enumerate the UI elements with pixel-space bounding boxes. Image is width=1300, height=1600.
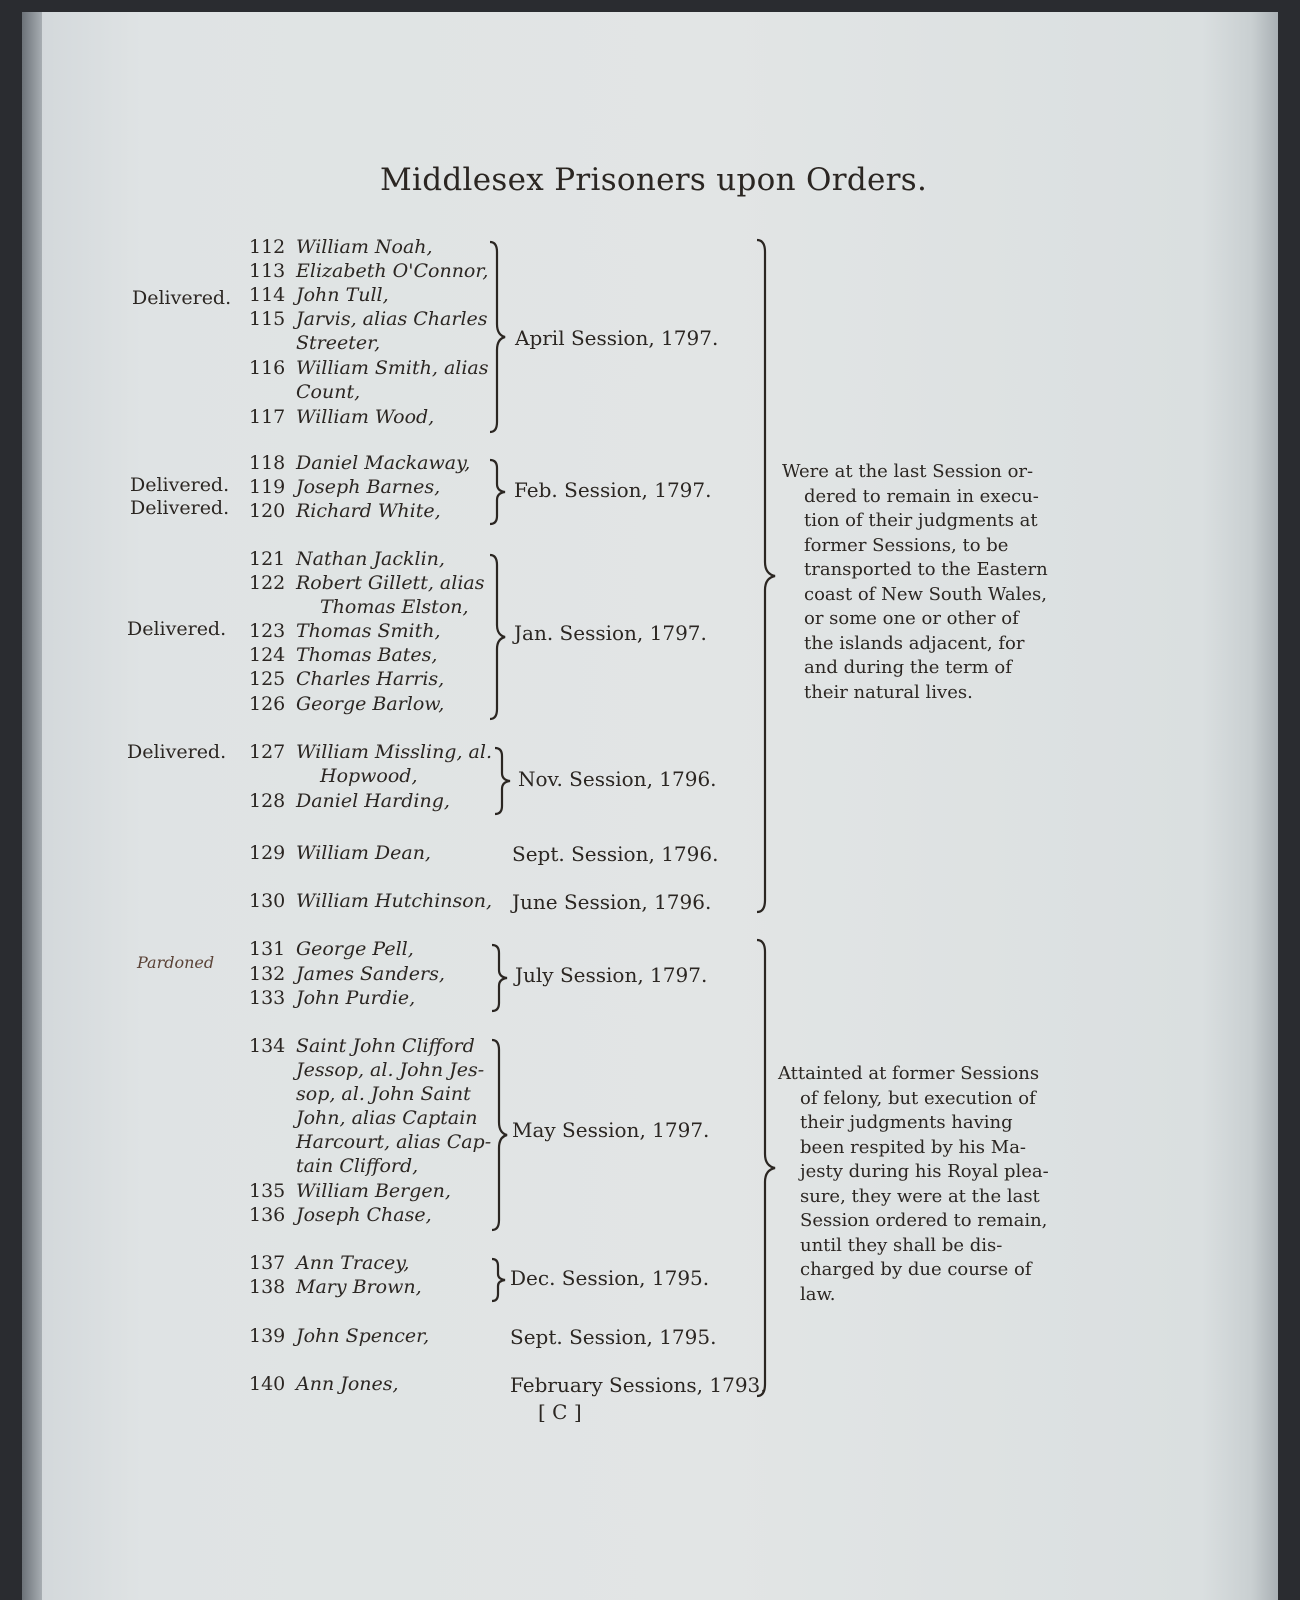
remark-line: Attainted at former Sessions <box>778 1063 1040 1084</box>
entry-number: 113 <box>249 260 286 282</box>
prisoner-name: John Tull, <box>296 284 389 306</box>
entry-number: 128 <box>249 790 286 812</box>
remark-line: dered to remain in execu- <box>804 485 1039 507</box>
prisoner-name: Thomas Bates, <box>296 644 438 666</box>
entry-number: 114 <box>249 284 286 306</box>
entry-number: 135 <box>249 1180 286 1202</box>
prisoner-name: William Noah, <box>296 236 433 258</box>
prisoner-name: George Pell, <box>296 938 414 960</box>
entry-number: 131 <box>249 938 286 960</box>
prisoner-name-cont: Thomas Elston, <box>320 596 469 618</box>
entry-number: 122 <box>249 572 286 594</box>
prisoner-name: Daniel Mackaway, <box>296 452 471 474</box>
prisoner-name: William Missling, al. <box>296 741 492 763</box>
entry-number: 120 <box>249 500 286 522</box>
book-gutter <box>22 12 42 1600</box>
entry-number: 136 <box>249 1204 286 1226</box>
session-label: February Sessions, 1793. <box>510 1373 767 1397</box>
session-label: April Session, 1797. <box>515 326 719 350</box>
session-label: Sept. Session, 1795. <box>510 1325 717 1349</box>
entry-number: 137 <box>249 1252 286 1274</box>
prisoner-name-cont: sop, al. John Saint <box>296 1083 471 1105</box>
margin-note: Delivered. <box>127 741 227 763</box>
prisoner-name-cont: Jessop, al. John Jes- <box>296 1059 485 1081</box>
prisoner-name: Charles Harris, <box>296 668 445 690</box>
prisoner-name-cont: tain Clifford, <box>296 1155 419 1177</box>
remark-line: Were at the last Session or- <box>782 461 1034 482</box>
prisoner-name: Daniel Harding, <box>296 790 450 812</box>
session-brace <box>490 1257 512 1303</box>
prisoner-name: John Spencer, <box>296 1325 430 1347</box>
entry-number: 133 <box>249 987 286 1009</box>
entry-number: 116 <box>249 357 286 379</box>
prisoner-name: Robert Gillett, alias <box>296 572 485 594</box>
remark-line: or some one or other of <box>804 608 1019 629</box>
entry-number: 126 <box>249 693 286 715</box>
prisoner-name: Thomas Smith, <box>296 620 441 642</box>
prisoner-name: Mary Brown, <box>296 1276 422 1298</box>
remark-line: and during the term of <box>804 657 1012 678</box>
session-brace <box>490 943 514 1013</box>
remark-line: sure, they were at the last <box>800 1185 1040 1207</box>
session-label: Sept. Session, 1796. <box>512 842 719 866</box>
entry-number: 117 <box>249 406 286 428</box>
margin-note: Delivered. <box>132 287 232 309</box>
remark-line: coast of New South Wales, <box>804 583 1047 605</box>
remark-line: their natural lives. <box>804 681 973 703</box>
prisoner-name: William Bergen, <box>296 1180 451 1202</box>
entry-number: 138 <box>249 1276 286 1298</box>
prisoner-name: William Wood, <box>296 406 435 428</box>
remark-line: Session ordered to remain, <box>800 1210 1048 1231</box>
entry-number: 134 <box>249 1035 286 1057</box>
prisoner-name: William Hutchinson, <box>296 890 492 912</box>
prisoner-name: William Dean, <box>296 842 431 864</box>
entry-number: 125 <box>249 668 286 690</box>
margin-note: Delivered. <box>130 474 230 496</box>
remark-line: former Sessions, to be <box>804 534 1009 556</box>
prisoner-name: George Barlow, <box>296 693 445 715</box>
remark-text-2 <box>778 1062 1058 1307</box>
prisoner-name: Saint John Clifford <box>296 1035 475 1057</box>
entry-number: 132 <box>249 963 286 985</box>
remark-line: jesty during his Royal plea- <box>800 1161 1049 1182</box>
entry-number: 112 <box>249 236 286 258</box>
prisoner-name-cont: Hopwood, <box>320 765 418 787</box>
entry-number: 119 <box>249 476 286 498</box>
remark-line: until they shall be dis- <box>800 1234 1003 1256</box>
prisoner-name: Ann Tracey, <box>296 1252 410 1274</box>
remark-line: charged by due course of <box>800 1259 1032 1280</box>
entry-number: 115 <box>249 308 286 330</box>
session-brace <box>490 1038 514 1232</box>
prisoner-name: Elizabeth O'Connor, <box>296 260 489 282</box>
entry-number: 140 <box>249 1373 286 1395</box>
prisoner-name: Ann Jones, <box>296 1373 399 1395</box>
prisoner-name: John Purdie, <box>296 987 416 1009</box>
prisoner-name: Jarvis, alias Charles <box>296 308 488 330</box>
entry-number: 139 <box>249 1325 286 1347</box>
remark-brace <box>755 238 781 914</box>
session-label: Jan. Session, 1797. <box>514 621 707 645</box>
remark-line: transported to the Eastern <box>804 559 1048 580</box>
prisoner-name-cont: John, alias Captain <box>296 1107 478 1129</box>
session-label: June Session, 1796. <box>512 890 712 914</box>
entry-number: 130 <box>249 890 286 912</box>
session-label: Feb. Session, 1797. <box>514 478 712 502</box>
signature-mark: [ C ] <box>538 1400 582 1424</box>
session-brace <box>488 553 512 721</box>
remark-line: of felony, but execution of <box>800 1087 1036 1109</box>
remark-line: the islands adjacent, for <box>804 632 1025 654</box>
handwritten-margin-note: Pardoned <box>137 953 215 972</box>
remark-line: tion of their judgments at <box>804 510 1038 531</box>
prisoner-name: James Sanders, <box>296 963 445 985</box>
session-brace <box>488 458 512 526</box>
session-brace <box>493 746 517 816</box>
entry-number: 118 <box>249 452 286 474</box>
prisoner-name-cont: Streeter, <box>296 332 381 354</box>
entry-number: 124 <box>249 644 286 666</box>
session-label: Nov. Session, 1796. <box>518 767 717 791</box>
session-label: July Session, 1797. <box>515 963 708 987</box>
prisoner-name-cont: Count, <box>296 381 361 403</box>
prisoner-name: Richard White, <box>296 500 441 522</box>
page-leaf <box>22 12 1278 1600</box>
remark-text-1 <box>782 460 1050 705</box>
page-title: Middlesex Prisoners upon Orders. <box>380 162 928 198</box>
session-brace <box>488 240 512 434</box>
entry-number: 123 <box>249 620 286 642</box>
entry-number: 121 <box>249 548 286 570</box>
margin-note: Delivered. <box>130 497 230 519</box>
prisoner-name: Joseph Barnes, <box>296 476 441 498</box>
entry-number: 129 <box>249 842 286 864</box>
session-label: Dec. Session, 1795. <box>510 1266 710 1290</box>
remark-line: law. <box>800 1283 836 1305</box>
remark-line: been respited by his Ma- <box>800 1136 1027 1158</box>
prisoner-name-cont: Harcourt, alias Cap- <box>296 1131 492 1153</box>
prisoner-name: William Smith, alias <box>296 357 489 379</box>
remark-line: their judgments having <box>800 1112 1013 1133</box>
prisoner-name: Nathan Jacklin, <box>296 548 445 570</box>
margin-note: Delivered. <box>127 618 227 640</box>
session-label: May Session, 1797. <box>512 1118 710 1142</box>
prisoner-name: Joseph Chase, <box>296 1204 432 1226</box>
entry-number: 127 <box>249 741 286 763</box>
